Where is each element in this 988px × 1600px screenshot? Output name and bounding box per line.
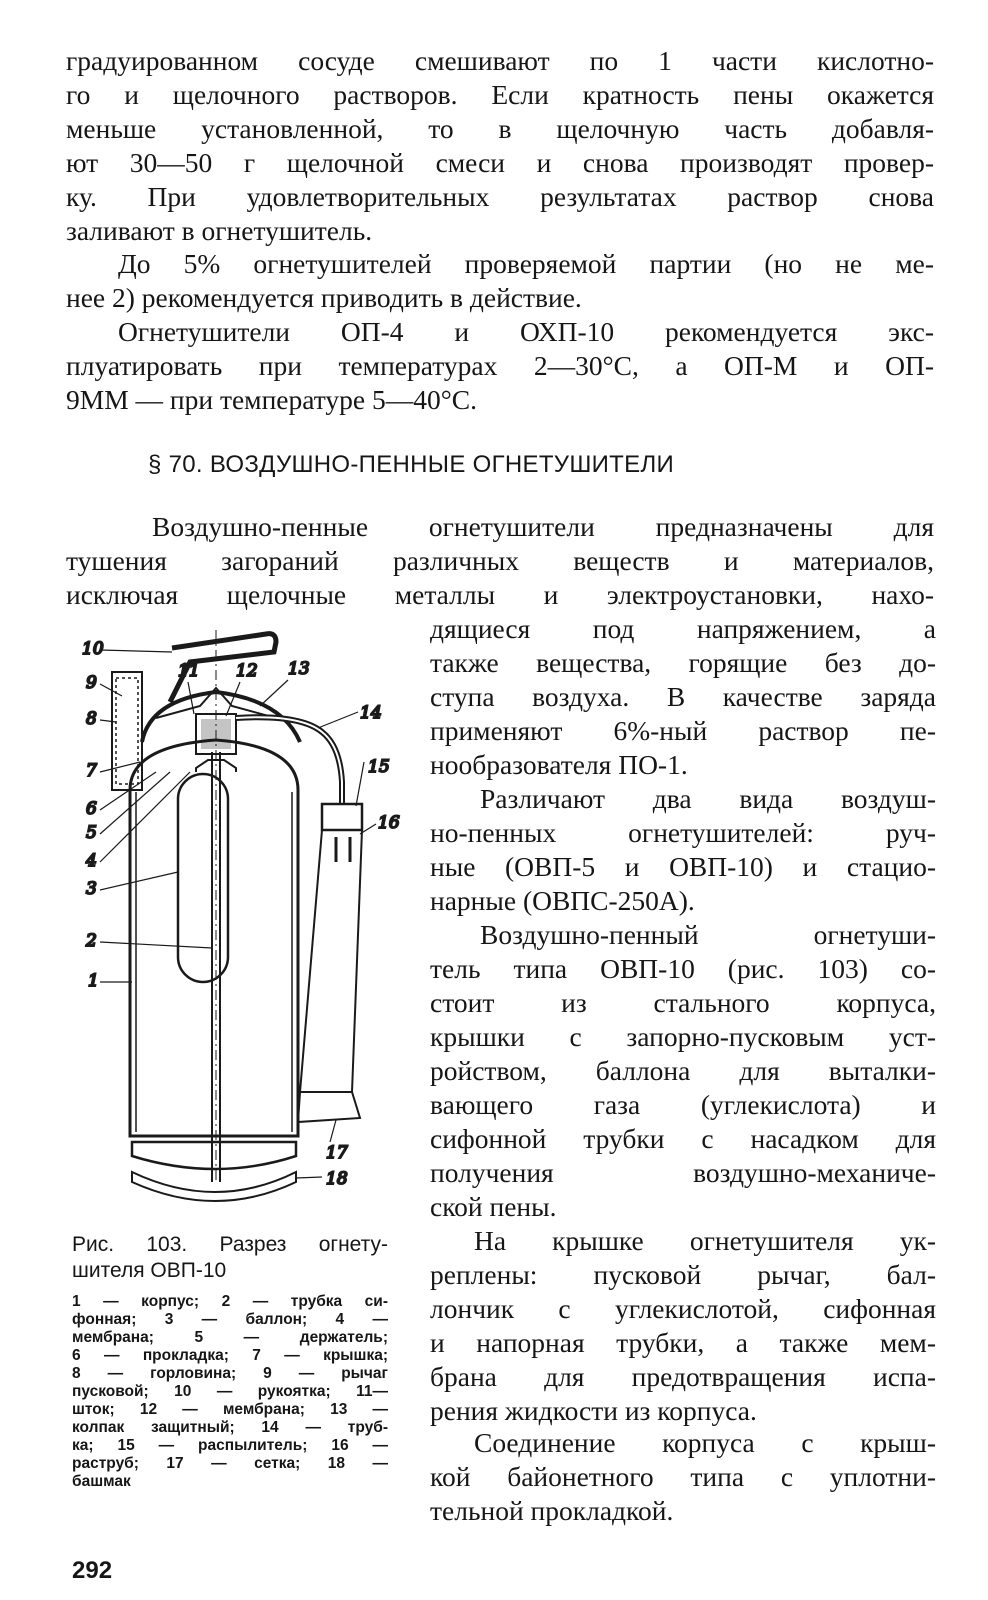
leader-line (330, 1120, 336, 1142)
caption-line: шителя ОВП-10 (72, 1259, 227, 1282)
label-16: 16 (378, 813, 400, 833)
text-line: нарные (ОВПС-250А). (430, 885, 695, 916)
text-line: ные (ОВП-5 и ОВП-10) и стацио- (430, 851, 936, 882)
label-14: 14 (360, 703, 382, 723)
pressure-tube-inner-shape (236, 717, 342, 804)
text-line: брана для предотвращения испа- (430, 1361, 936, 1392)
text-line: ступа воздуха. В качестве заряда (430, 681, 936, 712)
legend-line: пусковой; 10 — рукоятка; 11— (72, 1383, 388, 1400)
lid-paragraph (430, 1224, 936, 1428)
intro-paragraph (66, 44, 934, 248)
text-line: применяют 6%-ный раствор пе- (430, 715, 936, 746)
pressure-tube-shape (236, 717, 342, 804)
text-line: вающего газа (углекислота) и (430, 1089, 936, 1120)
legend-line: колпак защитный; 14 — труб- (72, 1419, 388, 1436)
mesh-shape (298, 1092, 360, 1122)
text-line: и напорная трубки, а также мем- (430, 1327, 936, 1358)
label-8: 8 (86, 709, 97, 729)
text-line: го и щелочного растворов. Если кратность пены окажется (66, 79, 934, 110)
text-line: исключая щелочные металлы и электроустановки, нахо- (66, 579, 934, 610)
types-paragraph (430, 782, 936, 918)
page-number: 292 (72, 1557, 113, 1584)
purpose-paragraph (66, 510, 934, 612)
label-1: 1 (88, 971, 99, 991)
body-shape (130, 740, 298, 1136)
label-2: 2 (86, 931, 97, 951)
text-line: Различают два вида воздуш- (480, 783, 936, 814)
text-line: 9ММ — при температуре 5—40°С. (66, 384, 477, 415)
base-shape (132, 1142, 296, 1169)
text-line: нообразователя ПО-1. (430, 749, 688, 780)
legend-line: фонная; 3 — баллон; 4 — (72, 1311, 388, 1328)
text-line: тушения загораний различных веществ и материалов, (66, 545, 934, 576)
text-line: Воздушно-пенные огнетушители предназначены для (152, 511, 934, 542)
label-11: 11 (178, 661, 200, 681)
label-6: 6 (86, 799, 97, 819)
leader-line (226, 682, 240, 716)
legend-line: башмак (72, 1473, 131, 1490)
text-line: ройством, баллона для выталки- (430, 1055, 936, 1086)
label-3: 3 (86, 879, 97, 899)
legend-line: 6 — прокладка; 7 — крышка; (72, 1347, 388, 1364)
text-line: рения жидкости из корпуса. (430, 1395, 757, 1426)
sprayer-shape (322, 804, 362, 830)
text-line: заливают в огнетушитель. (66, 215, 373, 246)
leader-line (100, 772, 190, 862)
text-line: лончик с углекислотой, сифонная (430, 1293, 936, 1324)
label-5: 5 (86, 823, 97, 843)
text-line: но-пенных огнетушителей: руч- (430, 817, 936, 848)
leader-line (100, 942, 212, 948)
text-line: На крышке огнетушителя ук- (474, 1225, 936, 1256)
figure-legend (72, 1293, 388, 1491)
leader-line (100, 772, 156, 810)
valve-core-shape (202, 720, 230, 748)
label-13: 13 (288, 659, 310, 679)
text-line: До 5% огнетушителей проверяемой партии (но не ме- (118, 248, 934, 279)
label-7: 7 (86, 761, 97, 781)
leader-line (318, 712, 358, 728)
horn-shape (300, 830, 362, 1092)
shoe-shape (132, 1172, 296, 1201)
text-line: дящиеся под напряжением, а (430, 613, 936, 644)
legend-line: шток; 12 — мембрана; 13 — (72, 1401, 388, 1418)
text-line: сифонной трубки с насадком для (430, 1123, 936, 1154)
label-4: 4 (86, 851, 97, 871)
leader-line (296, 1177, 322, 1178)
legend-line: раструб; 17 — сетка; 18 — (72, 1455, 388, 1472)
label-10: 10 (82, 639, 104, 659)
legend-line: 8 — горловина; 9 — рычаг (72, 1365, 388, 1382)
extinguisher-cross-section-figure (60, 622, 430, 1230)
legend-line: мембрана; 5 — держатель; (72, 1329, 388, 1346)
text-line: реплены: пусковой рычаг, бал- (430, 1259, 936, 1290)
section-heading: § 70. ВОЗДУШНО-ПЕННЫЕ ОГНЕТУШИТЕЛИ (148, 451, 675, 478)
text-line: тельной прокладкой. (430, 1495, 674, 1526)
text-line: Воздушно-пенный огнетуши- (480, 919, 936, 950)
label-9: 9 (86, 673, 97, 693)
label-12: 12 (236, 661, 258, 681)
figure-caption (72, 1232, 388, 1284)
text-line: также вещества, горящие без до- (430, 647, 936, 678)
text-line: Огнетушители ОП-4 и ОХП-10 рекомендуется экс- (118, 316, 934, 347)
purpose-continued (430, 612, 936, 782)
label-18: 18 (326, 1169, 348, 1189)
text-line: Соединение корпуса с крыш- (474, 1427, 936, 1458)
leader-line (100, 872, 178, 890)
temperature-paragraph (66, 315, 934, 417)
leader-line (100, 650, 172, 652)
text-line: нее 2) рекомендуется приводить в действие. (66, 282, 582, 313)
text-line: меньше установленной, то в щелочную часть добавля- (66, 113, 934, 144)
label-17: 17 (326, 1143, 348, 1163)
text-line: плуатировать при температурах 2—30°С, а ОП-М и ОП- (66, 350, 934, 381)
text-line: получения воздушно-механиче- (430, 1157, 936, 1188)
text-line: стоит из стального корпуса, (430, 987, 936, 1018)
text-line: ку. При удовлетворительных результатах раствор снова (66, 181, 934, 212)
leader-line (356, 762, 364, 806)
text-line: тель типа ОВП-10 (рис. 103) со- (430, 953, 936, 984)
leader-line (100, 720, 116, 722)
test-paragraph (66, 247, 934, 315)
text-line: ской пены. (430, 1191, 557, 1222)
leader-line (260, 680, 288, 706)
legend-line: ка; 15 — распылитель; 16 — (72, 1437, 388, 1454)
text-line: крышки с запорно-пусковым уст- (430, 1021, 936, 1052)
text-line: градуированном сосуде смешивают по 1 части кислотно- (66, 45, 934, 76)
connection-paragraph (430, 1426, 936, 1528)
text-line: кой байонетного типа с уплотни- (430, 1461, 936, 1492)
legend-line: 1 — корпус; 2 — трубка си- (72, 1293, 388, 1310)
text-line: ют 30—50 г щелочной смеси и снова производят провер- (66, 147, 934, 178)
construction-paragraph (430, 918, 936, 1224)
caption-line: Рис. 103. Разрез огнету- (72, 1233, 388, 1256)
label-15: 15 (368, 757, 390, 777)
